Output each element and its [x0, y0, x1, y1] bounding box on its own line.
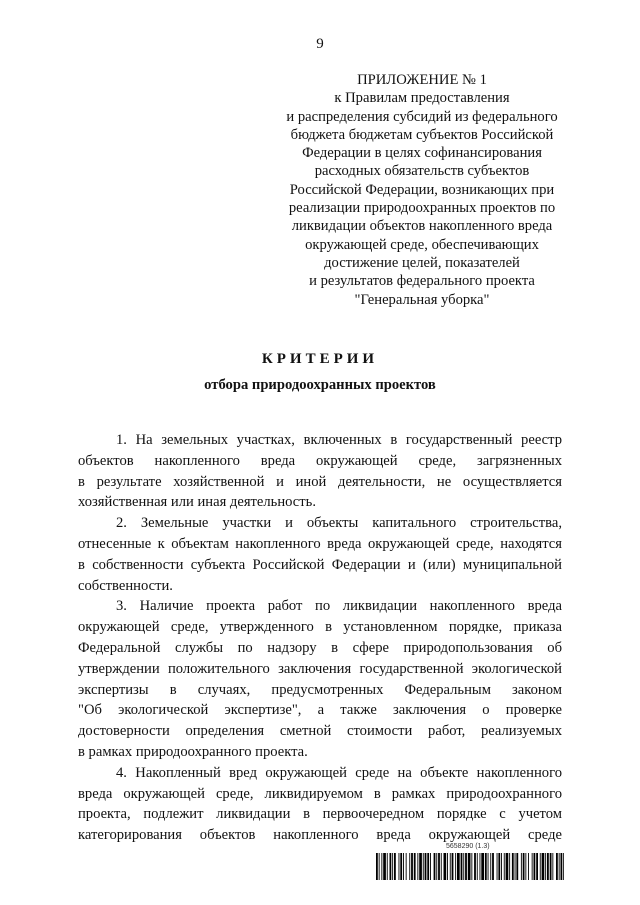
barcode-bar	[434, 853, 436, 880]
paragraph-line: вреда окружающей среде, ликвидируемом в рамках природоохранного	[78, 785, 562, 802]
barcode-bar	[498, 853, 500, 880]
barcode-bar	[481, 853, 484, 880]
barcode-bar	[392, 853, 393, 880]
barcode-bar	[403, 853, 404, 880]
barcode-bar	[471, 853, 472, 880]
barcode-bar	[501, 853, 502, 880]
appendix-line: бюджета бюджетам субъектов Российской	[290, 126, 554, 143]
paragraph-line: в рамках природоохранного проекта.	[78, 743, 308, 760]
barcode-bar	[556, 853, 558, 880]
barcode-bar	[461, 853, 463, 880]
document-subtitle: отбора природоохранных проектов	[204, 377, 436, 393]
appendix-line: Российской Федерации, возникающих при	[289, 181, 555, 198]
barcode-bar	[468, 853, 471, 880]
paragraph-line: "Об экологической экспертизе", а также заключения о проверке	[78, 702, 562, 719]
barcode-bar	[436, 853, 437, 880]
barcode-bar	[430, 853, 431, 880]
barcode-bar	[383, 853, 386, 880]
barcode-bar	[425, 853, 427, 880]
barcode-bar	[447, 853, 448, 880]
paragraph-line: достоверности определения сметной стоимости работ, реализуемых	[78, 723, 562, 740]
appendix-line: "Генеральная уборка"	[354, 291, 490, 308]
barcode-image	[376, 853, 564, 880]
barcode-bar	[485, 853, 487, 880]
appendix-line: и результатов федерального проекта	[309, 273, 535, 290]
appendix-line: расходных обязательств субъектов	[314, 163, 530, 180]
barcode-bar	[509, 853, 510, 880]
barcode-bar	[474, 853, 476, 880]
barcode-bar	[563, 853, 564, 880]
barcode-bar	[406, 853, 407, 880]
paragraph-line: Федеральной службы по надзору в сфере природопользования об	[78, 639, 562, 656]
paragraph-line: 2. Земельные участки и объекты капитального строительства,	[116, 515, 562, 532]
barcode-bar	[550, 853, 552, 880]
criterion-paragraph-2	[78, 513, 562, 596]
barcode-bar	[532, 853, 533, 880]
barcode-bar	[488, 853, 489, 880]
barcode-bar	[381, 853, 382, 880]
barcode-bar	[521, 853, 522, 880]
paragraph-line: в результате хозяйственной и иной деятельности, не осуществляется	[78, 473, 562, 490]
barcode-bar	[419, 853, 422, 880]
barcode-bar	[379, 853, 380, 880]
appendix-line: Федерации в целях софинансирования	[302, 145, 542, 162]
paragraph-line: 1. На земельных участках, включенных в государственный реестр	[116, 432, 562, 448]
appendix-line: к Правилам предоставления	[334, 90, 510, 107]
barcode-bar	[423, 853, 424, 880]
barcode-bar	[480, 853, 481, 880]
barcode-bar	[542, 853, 545, 880]
barcode-bar	[450, 853, 451, 880]
barcode-bar	[561, 853, 563, 880]
barcode-bar	[414, 853, 416, 880]
paragraph-line: в собственности субъекта Российской Федерации и (или) муниципальной	[78, 556, 562, 573]
appendix-line: окружающей среде, обеспечивающих	[305, 236, 539, 253]
paragraph-line: хозяйственная или иная деятельность.	[78, 494, 316, 511]
criteria-body	[78, 430, 562, 846]
page-number: 9	[316, 36, 324, 52]
barcode-bar	[525, 853, 526, 880]
appendix-line: реализации природоохранных проектов по	[288, 200, 556, 217]
barcode-bar	[465, 853, 467, 880]
barcode-bar	[506, 853, 509, 880]
appendix-line: ликвидации объектов накопленного вреда	[291, 218, 553, 235]
barcode-bar	[477, 853, 478, 880]
barcode-bar	[536, 853, 538, 880]
barcode-bar	[411, 853, 413, 880]
document-code: 5658290 (1.3)	[446, 843, 490, 850]
criterion-paragraph-1	[78, 430, 562, 513]
barcode-bar	[512, 853, 514, 880]
paragraph-line: экспертизы в случаях, предусмотренных Федеральным законом	[78, 681, 562, 698]
barcode-bar	[545, 853, 546, 880]
barcode-bar	[515, 853, 516, 880]
barcode-bar	[441, 853, 442, 880]
barcode-bar	[490, 853, 491, 880]
paragraph-line: собственности.	[78, 577, 173, 594]
barcode-bar	[427, 853, 429, 880]
barcode-bar	[547, 853, 549, 880]
barcode-bar	[387, 853, 388, 880]
barcode-bar	[528, 853, 529, 880]
barcode-bar	[455, 853, 456, 880]
barcode-bar	[540, 853, 541, 880]
barcode-bar	[452, 853, 454, 880]
appendix-line: ПРИЛОЖЕНИЕ № 1	[357, 72, 487, 88]
barcode-bar	[409, 853, 410, 880]
barcode-bar	[516, 853, 518, 880]
barcode-bar	[444, 853, 447, 880]
barcode-bar	[523, 853, 525, 880]
document-title: КРИТЕРИИ	[261, 351, 379, 367]
barcode-bar	[400, 853, 402, 880]
barcode-bar	[394, 853, 396, 880]
barcode-bar	[438, 853, 440, 880]
barcode-bar	[552, 853, 553, 880]
barcode-bar	[457, 853, 460, 880]
barcode-bar	[559, 853, 560, 880]
appendix-line: и распределения субсидий из федерального	[286, 108, 558, 125]
barcode-bar	[504, 853, 505, 880]
barcode-bar	[376, 853, 378, 880]
barcode-bar	[399, 853, 400, 880]
paragraph-line: объектов накопленного вреда окружающей среде, загрязненных	[78, 452, 562, 469]
paragraph-line: отнесенные к объектам накопленного вреда окружающей среде, находятся	[78, 535, 562, 552]
barcode-bar	[463, 853, 464, 880]
paragraph-line: утверждении положительного заключения государственной экологической	[78, 660, 562, 677]
appendix-header	[272, 71, 572, 309]
paragraph-line: 4. Накопленный вред окружающей среде на объекте накопленного	[116, 764, 562, 781]
criterion-paragraph-4	[78, 763, 562, 846]
appendix-line: достижение целей, показателей	[324, 254, 520, 271]
criterion-paragraph-3	[78, 596, 562, 762]
paragraph-line: 3. Наличие проекта работ по ликвидации накопленного вреда	[116, 598, 562, 615]
barcode-bar	[390, 853, 392, 880]
paragraph-line: окружающей среде, утвержденного в установленном порядке, приказа	[78, 619, 562, 636]
paragraph-line: категорирования объектов накопленного вреда окружающей среде	[78, 827, 562, 844]
barcode-bar	[534, 853, 536, 880]
paragraph-line: проекта, подлежит ликвидации в первоочередном порядке с учетом	[78, 806, 562, 823]
barcode-bar	[417, 853, 418, 880]
barcode-bar	[492, 853, 494, 880]
barcode-bar	[497, 853, 498, 880]
